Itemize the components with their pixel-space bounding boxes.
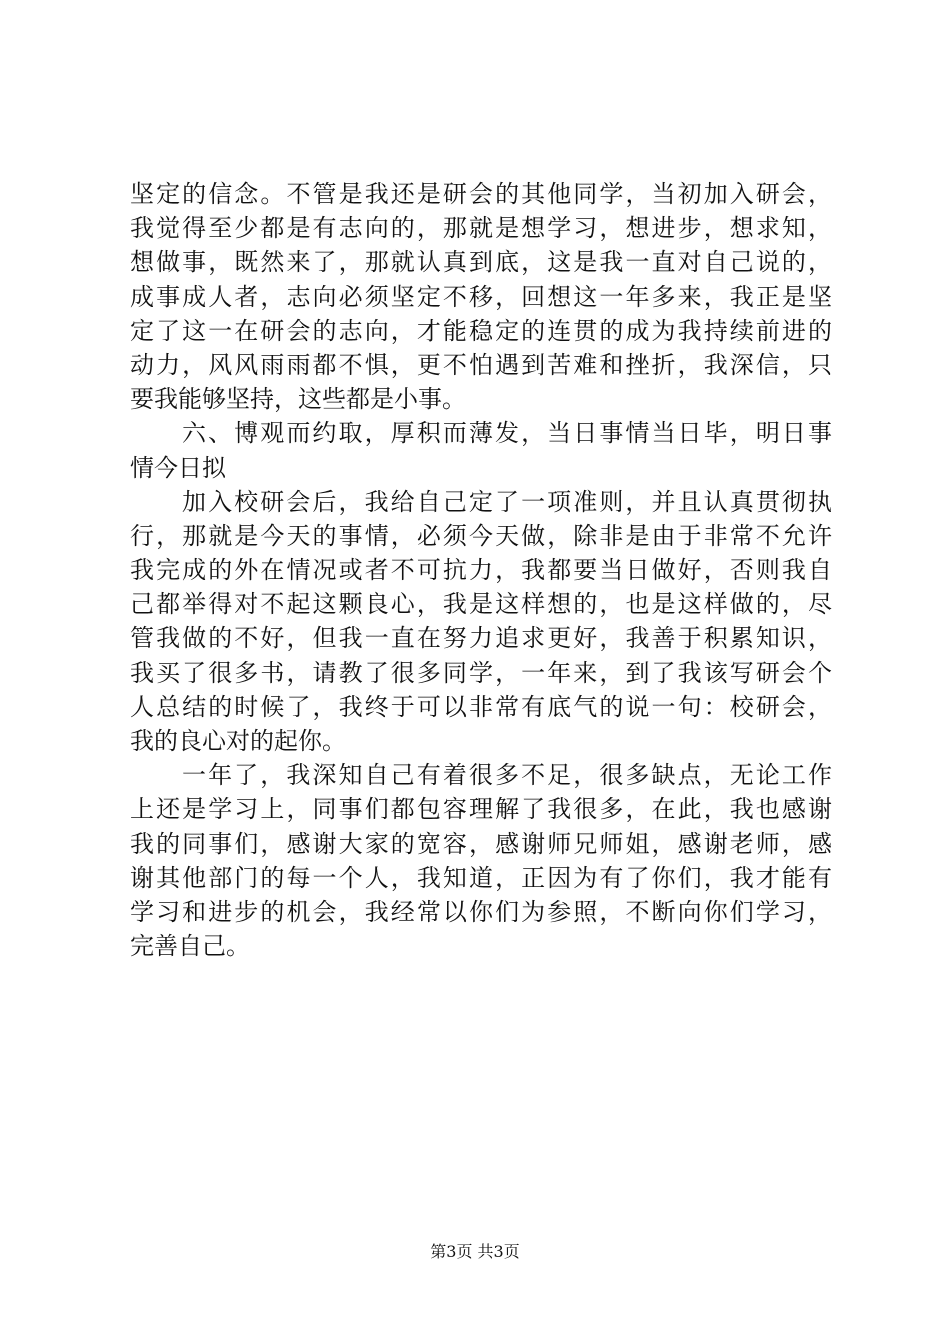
text-line: 加入校研会后，我给自己定了一项准则，并且认真贯彻执 (182, 487, 832, 516)
text-line: 我买了很多书，请教了很多同学，一年来，到了我该写研会个 (130, 658, 832, 687)
document-body (130, 177, 832, 963)
text-line: 己都举得对不起这颗良心，我是这样想的，也是这样做的，尽 (130, 590, 832, 619)
section-heading-line: 情今日拟 (130, 453, 226, 482)
page-number-footer: 第3页 共3页 (430, 1242, 520, 1261)
text-line: 我觉得至少都是有志向的，那就是想学习，想进步，想求知， (130, 214, 832, 243)
text-line: 上还是学习上，同事们都包容理解了我很多，在此，我也感谢 (130, 795, 832, 824)
text-line: 行，那就是今天的事情，必须今天做，除非是由于非常不允许 (130, 521, 832, 550)
text-line: 完善自己。 (130, 932, 250, 961)
text-line: 学习和进步的机会，我经常以你们为参照，不断向你们学习， (130, 897, 832, 926)
text-line: 我的同事们，感谢大家的宽容，感谢师兄师姐，感谢老师，感 (130, 829, 832, 858)
text-line: 要我能够坚持，这些都是小事。 (130, 385, 466, 414)
text-line: 动力，风风雨雨都不惧，更不怕遇到苦难和挫折，我深信，只 (130, 350, 832, 379)
text-line: 定了这一在研会的志向，才能稳定的连贯的成为我持续前进的 (130, 316, 832, 345)
text-line: 谢其他部门的每一个人，我知道，正因为有了你们，我才能有 (130, 863, 832, 892)
text-line: 坚定的信念。不管是我还是研会的其他同学，当初加入研会， (130, 180, 832, 208)
text-line: 一年了，我深知自己有着很多不足，很多缺点，无论工作 (182, 761, 832, 790)
text-line: 人总结的时候了，我终于可以非常有底气的说一句：校研会， (130, 692, 832, 721)
text-line: 管我做的不好，但我一直在努力追求更好，我善于积累知识， (130, 624, 832, 653)
section-heading-line: 六、博观而约取，厚积而薄发，当日事情当日毕，明日事 (182, 419, 832, 448)
text-line: 想做事，既然来了，那就认真到底，这是我一直对自己说的， (130, 248, 832, 277)
text-line: 成事成人者，志向必须坚定不移，回想这一年多来，我正是坚 (130, 282, 832, 311)
text-line: 我的良心对的起你。 (130, 727, 346, 755)
text-line: 我完成的外在情况或者不可抗力，我都要当日做好，否则我自 (130, 556, 832, 585)
